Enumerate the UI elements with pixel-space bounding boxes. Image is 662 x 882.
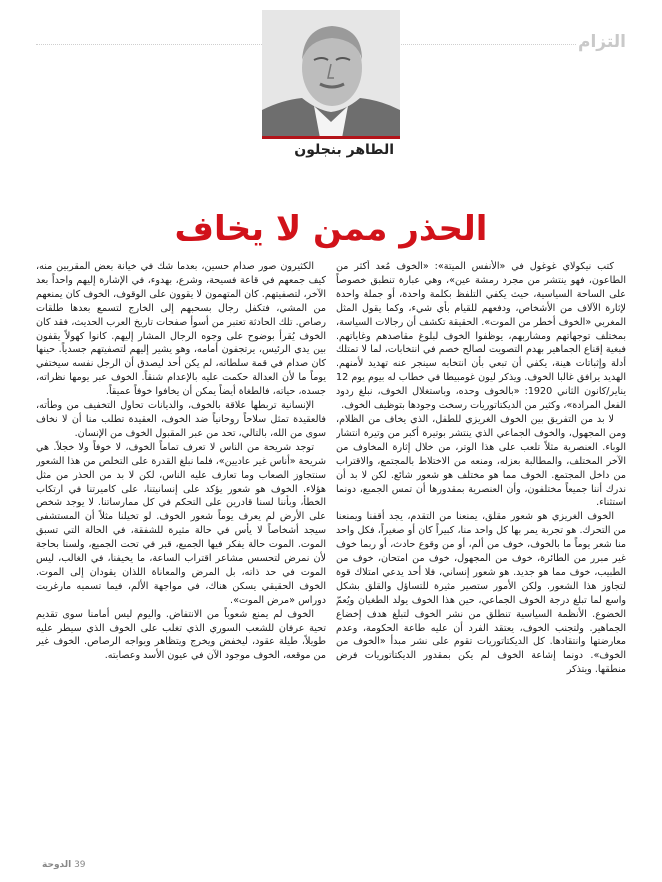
page-footer <box>36 860 86 870</box>
paragraph: الإنسانية تربطها علاقة بالخوف، والديانات تحاول التخفيف من وطأته، فالعقيدة تمثل سلاحاً روحانياً ضد الخوف، العقيدة تطلب منا أن لا نخاف سوى من الله، بالتالي، تحد من عبر المقبول الخوف من الإنسان. <box>36 400 326 439</box>
author-byline <box>262 136 400 163</box>
paragraph: الكثيرون صور صدام حسين، بعدما شك في خيانة بعض المقربين منه، كيف جمعهم في قاعة فسيحة، وشرع، بهدوء، في الإشارة إليهم واحداً بعد الآخر، لتصفيتهم. كان المتهمون لا يقوون على الوقوف، الخوف كان يمنعهم من المشي، فتكفل رجال بسحبهم إلى الخارج لتسمع بعدها طلقات رصاص. تلك الحادثة تعتبر من أسوأ صفحات تاريخ العرب الحديث، فقد كان الخوف يُقرأ بوضوح على وجوه الرجال المشار إليهم. كانوا كهولاً يقفون بين يدي الرئيس، يرتجفون أمامه، وهو يشير إليهم لتصفيتهم جسدياً. حينها كان صدام في قمة سلطاته، لم يكن أحد ليصدق أن الرجل نفسه سيختفي يوماً ما لأن العدالة حكمت عليه بالإعدام شنقاً. الخوف عبر يومها نظراته، جسده، حياته، فالطغاة أيضاً يمكن أن يخافوا خوفاً عميقاً. <box>36 261 326 398</box>
page-number: 39 <box>74 860 86 870</box>
magazine-brand: الدوحة <box>42 860 72 870</box>
section-label: التزام <box>577 32 626 52</box>
paragraph: توجد شريحة من الناس لا تعرف تماماً الخوف، لا خوفاً ولا خجلاً. هي شريحة «أناس غير عاديين»، فلما نبلغ القدرة على التخلص من هذا الشعور سنتجاوز الصعاب وما تعارف عليه الناس، لكن لا بد من الحذر من مثل هؤلاء. الخوف هو شعور يؤكد على إنسانيتنا، على كاميرتنا في ارتكاب الخطأ، وبأننا لسنا قادرين على التحكم في كل ممارساتنا. لا يوجد شخص على الأرض لم يعرف يوماً شعور الخوف. لو تخيلنا مثلاً أن المستشفى سيجد أشخاصاً لا يأس في حالة مثيرة للشفقة، في الحالة التي تسبق الموت. الموت حالة يفكر فيها الجميع، قبر في تحت الجميع، ولسنا بحاجة لأن نمرض لتحسس مشاعر اقتراب الساعة، ما يخيفنا، في الغالب، ليس الموت في حد ذاته، بل المرض والمعاناة اللذان يقودان إلى الموت. الخوف الحقيقي يسكن هناك، في مواجهة الألم، فيما تسميه مارغريت دوراس «مرض الموت». <box>36 441 326 606</box>
article-headline: الحذر ممن لا يخاف <box>174 208 488 249</box>
author-portrait-image <box>262 10 400 138</box>
paragraph: كتب نيكولاي غوغول في «الأنفس الميتة»: «الخوف مُعد أكثر من الطاعون، فهو ينتشر من مجرد رمشة عين»، وهي عبارة تنطبق خصوصاً على الساحة السياسية، حيث يكفي التلفظ بكلمة واحدة، أو جملة واحدة لإثارة الآلاف من الأشخاص، ودفعهم للقيام بأي شيء، وكما يقول المثل المغربي «الخوف أخطر من الموت». الحقيقة تكشف أن رجالات السياسة، بمختلف توجهاتهم ومشاربهم، يوظفوا الخوف لبلوغ مقاصدهم وغاياتهم. فبغية إقناع الجماهير بهدم التصويت لصالح خصم في انتخابات، لما لا تمتلك أدلة وإثباتات هينة، يكفي أن تبعي بأن انتخابه سينجر عنه تهديد لأمنهم. الهديد يرافق غالبا الخوف. ويذكر ليون غومبيطا في خطاب له بيوم يوم 12 يناير/كانون الثاني 1920: «بالخوف وحده، وباستغلال الخوف، نبلغ ردود الفعل المرادة»، وكثير من الديكتاتوريات رسخت وجودها بتوظيف الخوف. <box>336 261 626 412</box>
paragraph: لا بد من التفريق بين الخوف الغريزي للطفل، الذي يخاف من الظلام، ومن المجهول، والخوف الجماعي الذي ينتشر بوتيرة أكبر من وتيرة انتشار الوباء. العنصرية مثلاً تلعب على هذا الوتر، من خلال إثارة المخاوف من الآخر المختلف، والمطالبة بعزله، ومنعه من الاختلاط بالمجتمع، والاقتراب من داخل المجتمع. الخوف مما هو مختلف هو شعور شائع. لكن لا بد أن ندرك أننا جميعاً مختلفون، وأن العنصرية بمقدورها أن تمس الجميع، دونما استثناء. <box>336 413 626 509</box>
author-name: الطاهر بنجلون <box>294 142 394 158</box>
article-column-left <box>36 260 326 820</box>
paragraph: الخوف لم يمنع شعوباً من الانتفاض. واليوم ليس أمامنا سوى تقديم تحية عرفان للشعب السوري الذي تغلب على الخوف الذي سيطر عليه طويلاً، طيلة عقود، ليخفض ويخرج ويتظاهر ويواجه الرصاص. الخوف غير من موقعه، الخوف موجود الآن في عيون الأسد وعصابته. <box>36 608 326 662</box>
author-portrait <box>262 10 400 138</box>
paragraph: الخوف الغريزي هو شعور مقلق، يمنعنا من التقدم، يجد أقفنا ويمنعنا من التحرك. هو تجربة يمر بها كل واحد منا، كبيراً كان أو صغيراً، فكل واحد منا شعر يوماً ما بالخوف، خوف من ألم، أو من وقوع حادث، أو ربما خوف غير مبرر من الطائرة، خوف من المجهول، خوف من امتحان، خوف من الطبيب، خوف مما هو جديد. هو شعور إنساني، فلا أحد يدعي امتلاك قوة لتجاوز هذا الشعور. ولكن الأمور ستصير مثيرة للتساؤل والقلق بشكل واسع لما تبلغ درجة الخوف الجماعي، حين هذا الخوف يولد الطغيان ويُعمّ الخضوع. الأنظمة السياسية تنطلق من نشر الخوف لتبلغ هدف إخضاع الجماهير. ولتجنب الخوف، يعتقد الفرد أن عليه طاعة الحكومة، وعدم معارضتها وانتقادها. كل الديكتاتوريات تقوم على نشر مبدأ «الخوف من الخوف». دونما إشاعة الخوف لم يكن بمقدور الديكتاتوريات فرض منطقها. ويتذكر <box>336 511 626 676</box>
article-column-right <box>336 260 626 820</box>
